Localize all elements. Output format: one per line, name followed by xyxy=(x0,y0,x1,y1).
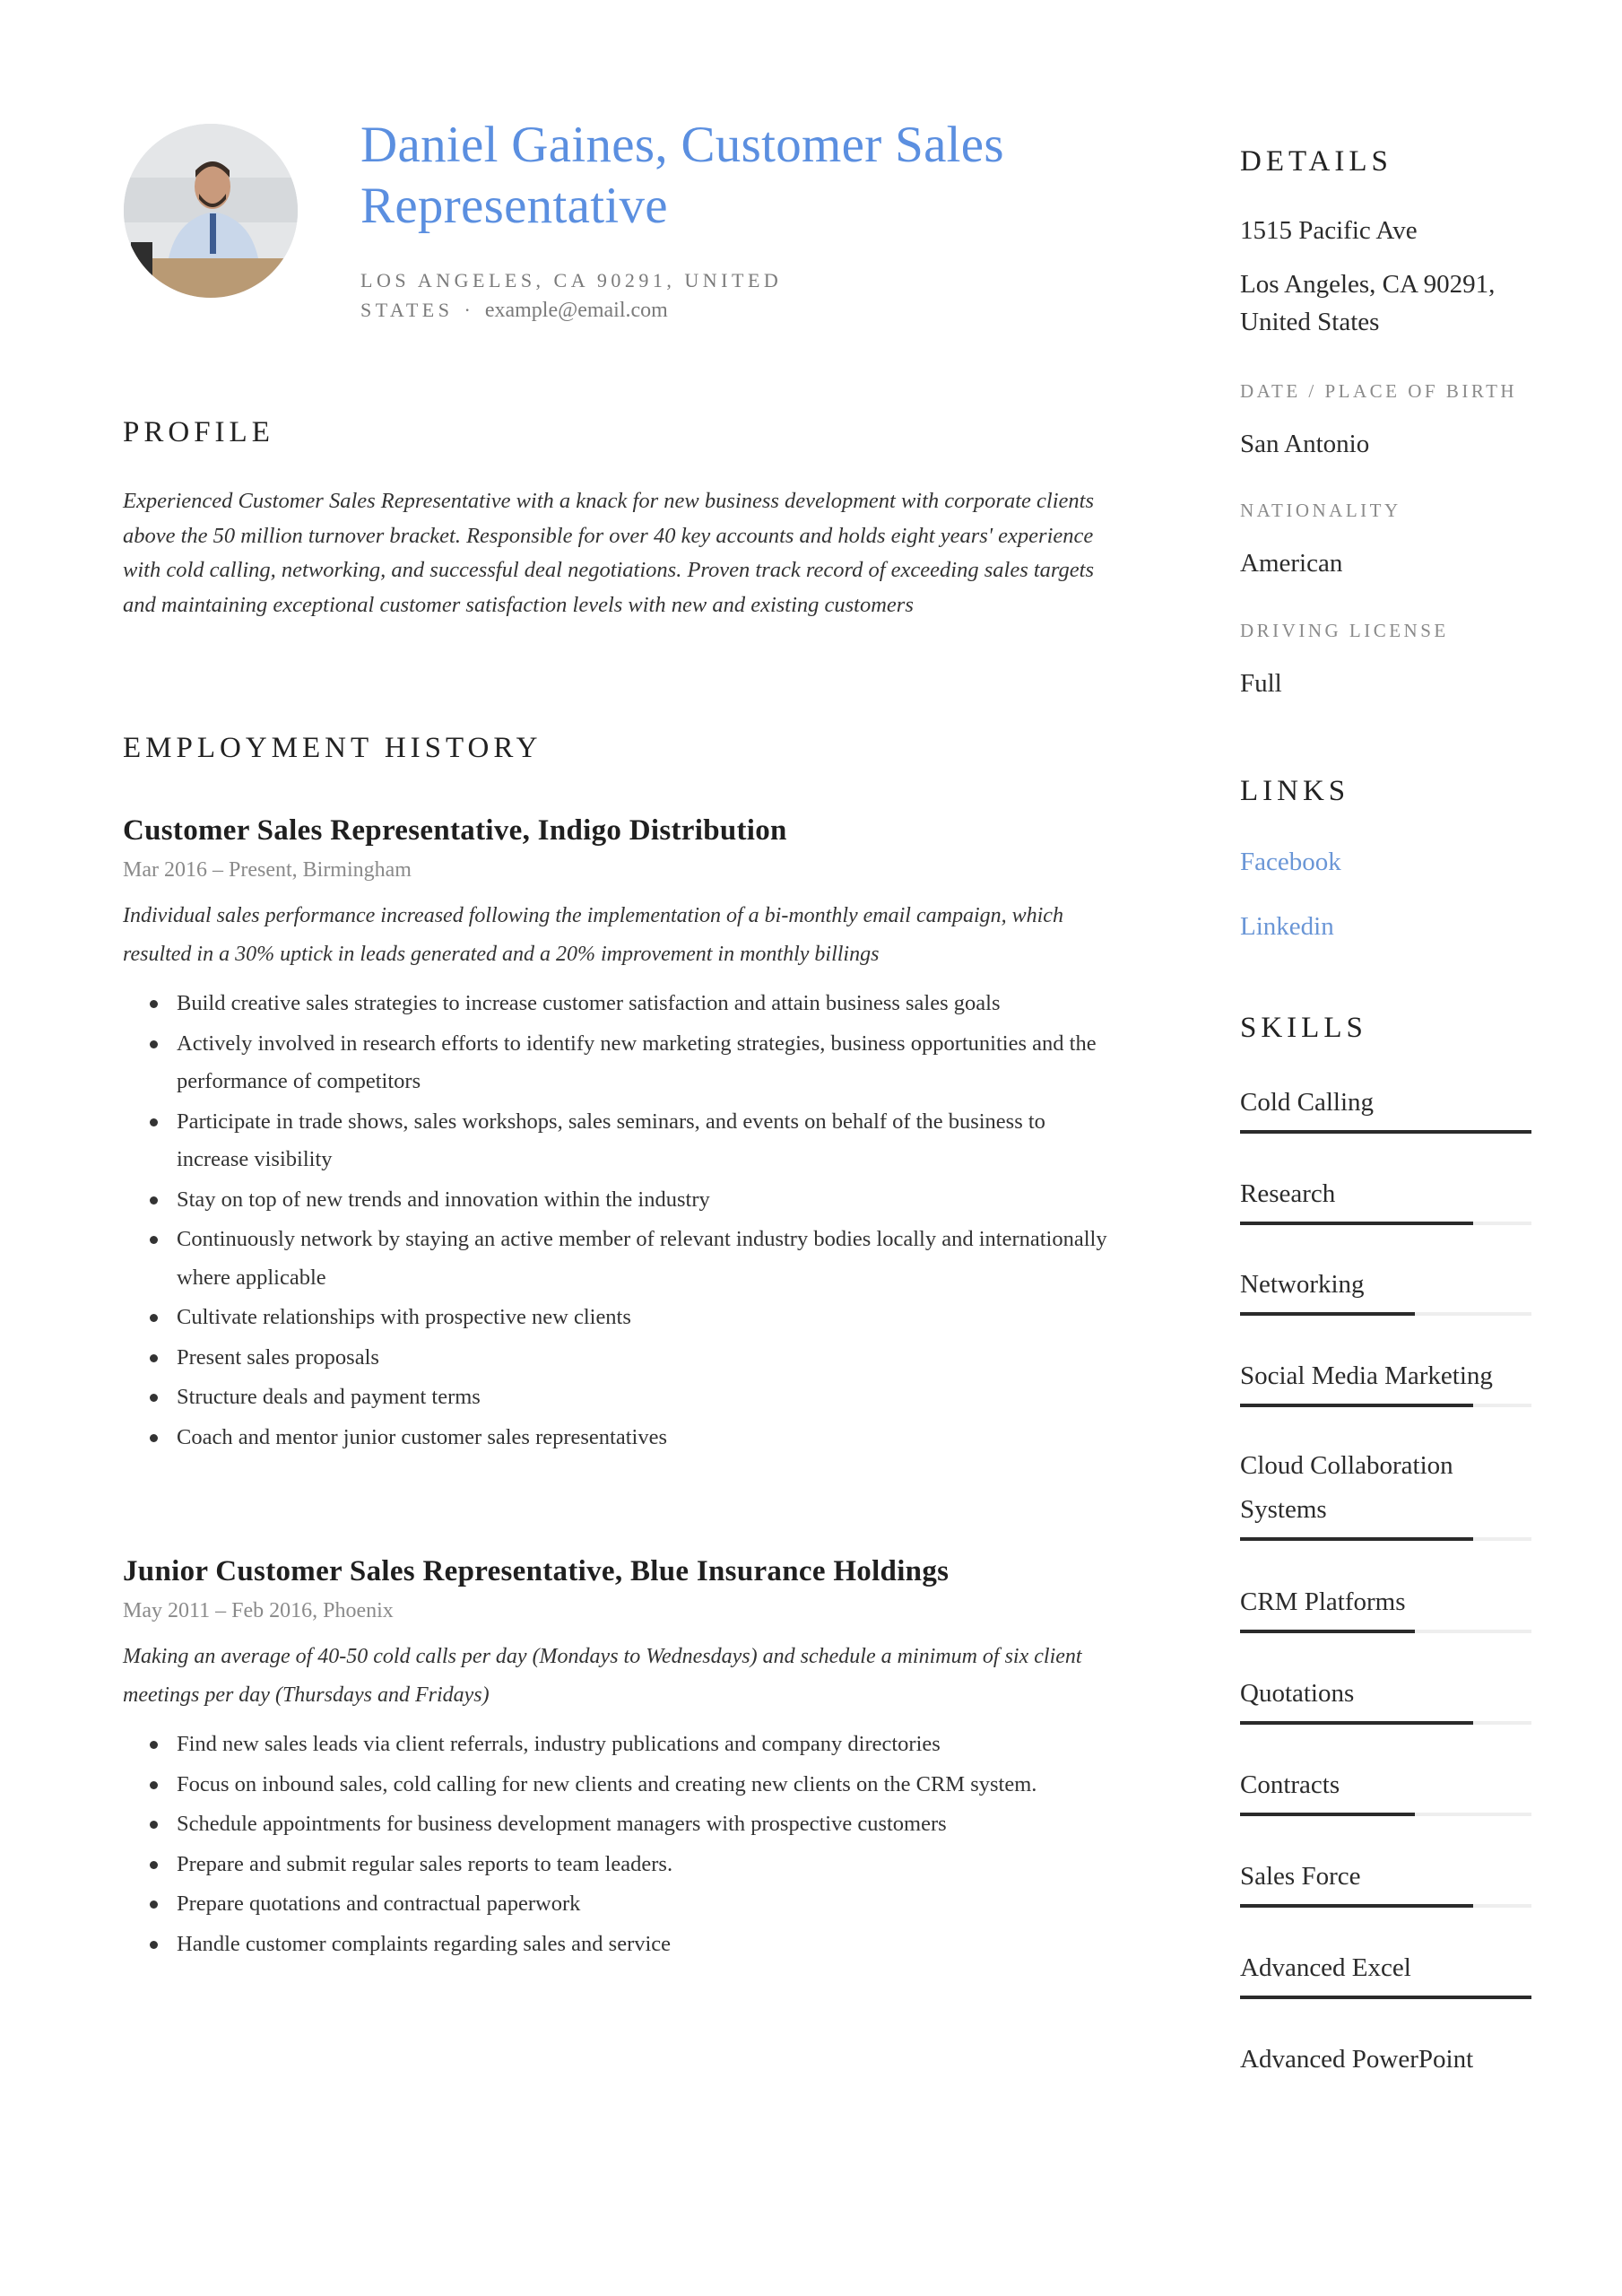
skill-level-bar xyxy=(1240,1721,1531,1725)
skill-item xyxy=(1240,1672,1531,1725)
skill-name: CRM Platforms xyxy=(1240,1587,1406,1616)
link-linkedin[interactable]: Linkedin xyxy=(1240,912,1334,941)
job-bullet: Prepare and submit regular sales reports to team leaders. xyxy=(123,1846,1118,1884)
job-dates: May 2011 – Feb 2016, Phoenix xyxy=(123,1599,394,1622)
job-bullet: Handle customer complaints regarding sales and service xyxy=(123,1926,1118,1964)
job-bullet: Cultivate relationships with prospective new clients xyxy=(123,1299,1118,1337)
skill-item xyxy=(1240,1763,1531,1816)
skill-item xyxy=(1240,1444,1531,1541)
skill-name: Social Media Marketing xyxy=(1240,1361,1493,1390)
skill-name: Contracts xyxy=(1240,1770,1340,1799)
details-license-value: Full xyxy=(1240,669,1282,698)
skill-name: Sales Force xyxy=(1240,1862,1361,1891)
skill-item xyxy=(1240,1946,1531,1999)
job-bullet: Continuously network by staying an active member of relevant industry bodies locally and internationally where applicable xyxy=(123,1221,1118,1297)
skill-name: Research xyxy=(1240,1179,1336,1208)
skill-level-bar xyxy=(1240,1630,1531,1633)
job-bullet-list xyxy=(123,1726,1118,1963)
skills-heading: SKILLS xyxy=(1240,1012,1367,1044)
job-title: Customer Sales Representative, Indigo Distribution xyxy=(123,814,787,847)
job-title: Junior Customer Sales Representative, Blue Insurance Holdings xyxy=(123,1555,950,1587)
avatar-photo xyxy=(124,124,298,298)
skill-level-bar xyxy=(1240,1404,1531,1407)
details-license-label: DRIVING LICENSE xyxy=(1240,620,1449,641)
skill-level-fill xyxy=(1240,1537,1473,1541)
details-birth-label: DATE / PLACE OF BIRTH xyxy=(1240,380,1518,402)
skill-item xyxy=(1240,1580,1531,1633)
skill-item xyxy=(1240,1172,1531,1225)
job-bullet-list xyxy=(123,985,1118,1457)
job-entry xyxy=(123,1546,1082,1965)
details-address-line1: 1515 Pacific Ave xyxy=(1240,216,1418,245)
skill-level-bar xyxy=(1240,1813,1531,1816)
skill-item xyxy=(1240,1081,1531,1134)
skill-level-fill xyxy=(1240,1630,1415,1633)
skill-item xyxy=(1240,2038,1531,2082)
contact-separator: · xyxy=(464,299,471,321)
skill-level-fill xyxy=(1240,1222,1473,1225)
job-bullet: Stay on top of new trends and innovation within the industry xyxy=(123,1181,1118,1220)
job-bullet: Participate in trade shows, sales workshops, sales seminars, and events on behalf of the business to increase visibility xyxy=(123,1103,1118,1179)
job-bullet: Structure deals and payment terms xyxy=(123,1378,1118,1417)
skill-item xyxy=(1240,1263,1531,1316)
skill-level-bar xyxy=(1240,1996,1531,1999)
skill-name: Cloud Collaboration Systems xyxy=(1240,1451,1453,1524)
skill-level-fill xyxy=(1240,1130,1531,1134)
skill-level-bar xyxy=(1240,1904,1531,1908)
details-birth-value: San Antonio xyxy=(1240,430,1370,458)
job-dates: Mar 2016 – Present, Birmingham xyxy=(123,858,412,882)
person-photo-icon xyxy=(124,124,298,298)
profile-heading: PROFILE xyxy=(123,416,274,448)
resume-title: Daniel Gaines, Customer Sales Representative xyxy=(360,117,1004,234)
job-bullet: Schedule appointments for business development managers with prospective customers xyxy=(123,1805,1118,1844)
skill-name: Advanced Excel xyxy=(1240,1953,1411,1982)
skill-item xyxy=(1240,1855,1531,1908)
skill-level-bar xyxy=(1240,1312,1531,1316)
skill-level-fill xyxy=(1240,1404,1473,1407)
skill-name: Cold Calling xyxy=(1240,1088,1375,1117)
skill-level-fill xyxy=(1240,1813,1415,1816)
job-description: Making an average of 40-50 cold calls per day (Mondays to Wednesdays) and schedule a minimum of six client meetings per day (Thursdays and Fridays) xyxy=(123,1645,1082,1707)
skill-level-fill xyxy=(1240,1904,1473,1908)
details-heading: DETAILS xyxy=(1240,145,1392,178)
skill-level-bar xyxy=(1240,1537,1531,1541)
job-entry xyxy=(123,805,1118,1458)
link-facebook[interactable]: Facebook xyxy=(1240,848,1341,876)
skill-level-bar xyxy=(1240,1222,1531,1225)
job-bullet: Present sales proposals xyxy=(123,1339,1118,1378)
skill-level-fill xyxy=(1240,1312,1415,1316)
details-address-line2: Los Angeles, CA 90291, United States xyxy=(1240,270,1496,336)
details-nationality-value: American xyxy=(1240,549,1343,578)
job-description: Individual sales performance increased following the implementation of a bi-monthly email campaign, which resulted in a 30% uptick in leads generated and a 20% improvement in monthly billings xyxy=(123,904,1063,966)
contact-address: LOS ANGELES, CA 90291, UNITED STATES xyxy=(360,269,783,321)
job-bullet: Find new sales leads via client referrals, industry publications and company directories xyxy=(123,1726,1118,1764)
skill-level-bar xyxy=(1240,1130,1531,1134)
skill-level-fill xyxy=(1240,1721,1473,1725)
skill-name: Quotations xyxy=(1240,1679,1355,1708)
job-bullet: Coach and mentor junior customer sales representatives xyxy=(123,1419,1118,1457)
employment-heading: EMPLOYMENT HISTORY xyxy=(123,732,542,764)
job-bullet: Prepare quotations and contractual paperwork xyxy=(123,1885,1118,1924)
job-bullet: Focus on inbound sales, cold calling for new clients and creating new clients on the CRM system. xyxy=(123,1766,1118,1805)
contact-email[interactable]: example@email.com xyxy=(484,299,668,322)
contact-line xyxy=(360,265,827,326)
skill-name: Advanced PowerPoint xyxy=(1240,2045,1474,2074)
skill-level-fill xyxy=(1240,1996,1531,1999)
job-bullet: Actively involved in research efforts to identify new marketing strategies, business opportunities and the performance of competitors xyxy=(123,1025,1118,1101)
links-heading: LINKS xyxy=(1240,775,1350,807)
details-nationality-label: NATIONALITY xyxy=(1240,500,1401,521)
skill-name: Networking xyxy=(1240,1270,1365,1299)
job-bullet: Build creative sales strategies to increase customer satisfaction and attain business sales goals xyxy=(123,985,1118,1023)
skill-item xyxy=(1240,1354,1531,1407)
profile-summary: Experienced Customer Sales Representative with a knack for new business development with corporate clients above the 50 million turnover bracket. Responsible for over 40 key accounts and holds eight years' experience with cold calling, networking, and successful deal negotiations. Proven track record of exceeding sales targets and maintaining exceptional customer satisfaction levels with new and existing customers xyxy=(123,489,1095,617)
